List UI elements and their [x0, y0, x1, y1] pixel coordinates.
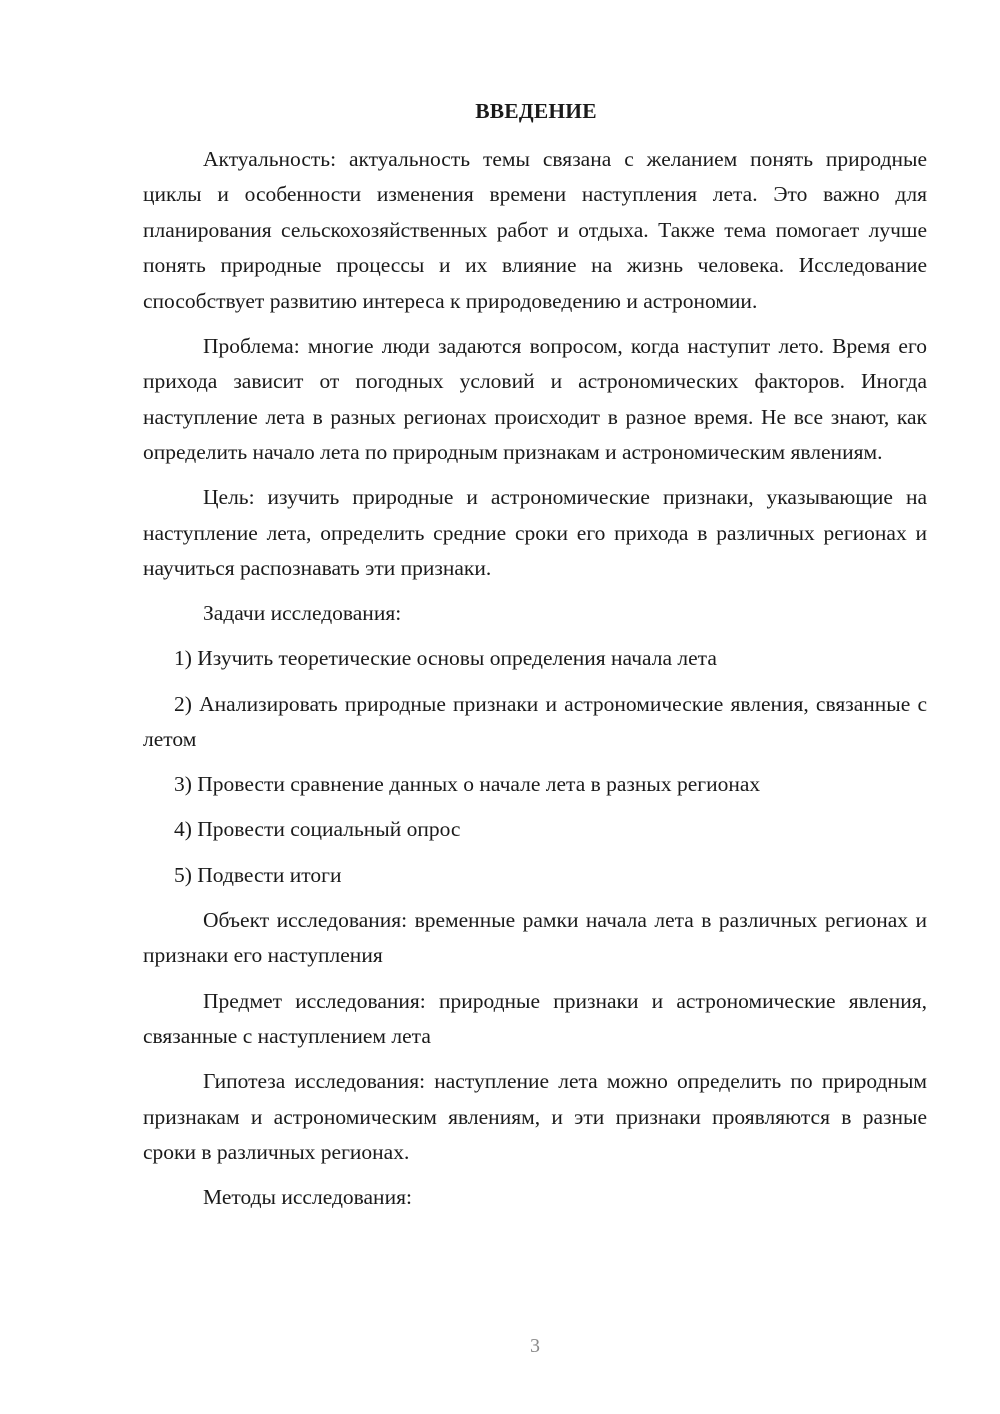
paragraph-relevance: Актуальность: актуальность темы связана с желанием понять природные циклы и особенности изменения времени наступления лета. Это важно для планирования сельскохозяйственных работ и отдыха. Также тема помогает лучше понять природные процессы и их влияние на жизнь человека. Исследование способствует развитию интереса к природоведению и астрономии.: [143, 147, 927, 313]
task-item: 5) Подвести итоги: [174, 862, 342, 887]
task-item: 1) Изучить теоретические основы определения начала лета: [174, 646, 717, 671]
document-body: [143, 142, 927, 1225]
task-item: 4) Провести социальный опрос: [174, 817, 461, 842]
paragraph-hypothesis: Гипотеза исследования: наступление лета можно определить по природным признакам и астрономическим явлениям, и эти признаки проявляются в разные сроки в различных регионах.: [143, 1069, 927, 1164]
task-item: 2) Анализировать природные признаки и астрономические явления, связанные с летом: [143, 691, 927, 752]
page-title: ВВЕДЕНИЕ: [475, 99, 597, 123]
tasks-heading: Задачи исследования:: [203, 601, 402, 626]
paragraph-problem: Проблема: многие люди задаются вопросом, когда наступит лето. Время его прихода зависит от погодных условий и астрономических факторов. Иногда наступление лета в разных регионах происходит в разное время. Не все знают, как определить начало лета по природным признакам и астрономическим явлениям.: [143, 333, 927, 465]
methods-heading: Методы исследования:: [203, 1185, 412, 1210]
page-number: 3: [530, 1335, 540, 1357]
paragraph-subject: Предмет исследования: природные признаки и астрономические явления, связанные с наступлением лета: [143, 988, 927, 1048]
paragraph-goal: Цель: изучить природные и астрономические признаки, указывающие на наступление лета, определить средние сроки его прихода в различных регионах и научиться распознавать эти признаки.: [143, 485, 927, 581]
paragraph-object: Объект исследования: временные рамки начала лета в различных регионах и признаки его наступления: [143, 907, 927, 968]
task-item: 3) Провести сравнение данных о начале лета в разных регионах: [174, 772, 761, 797]
